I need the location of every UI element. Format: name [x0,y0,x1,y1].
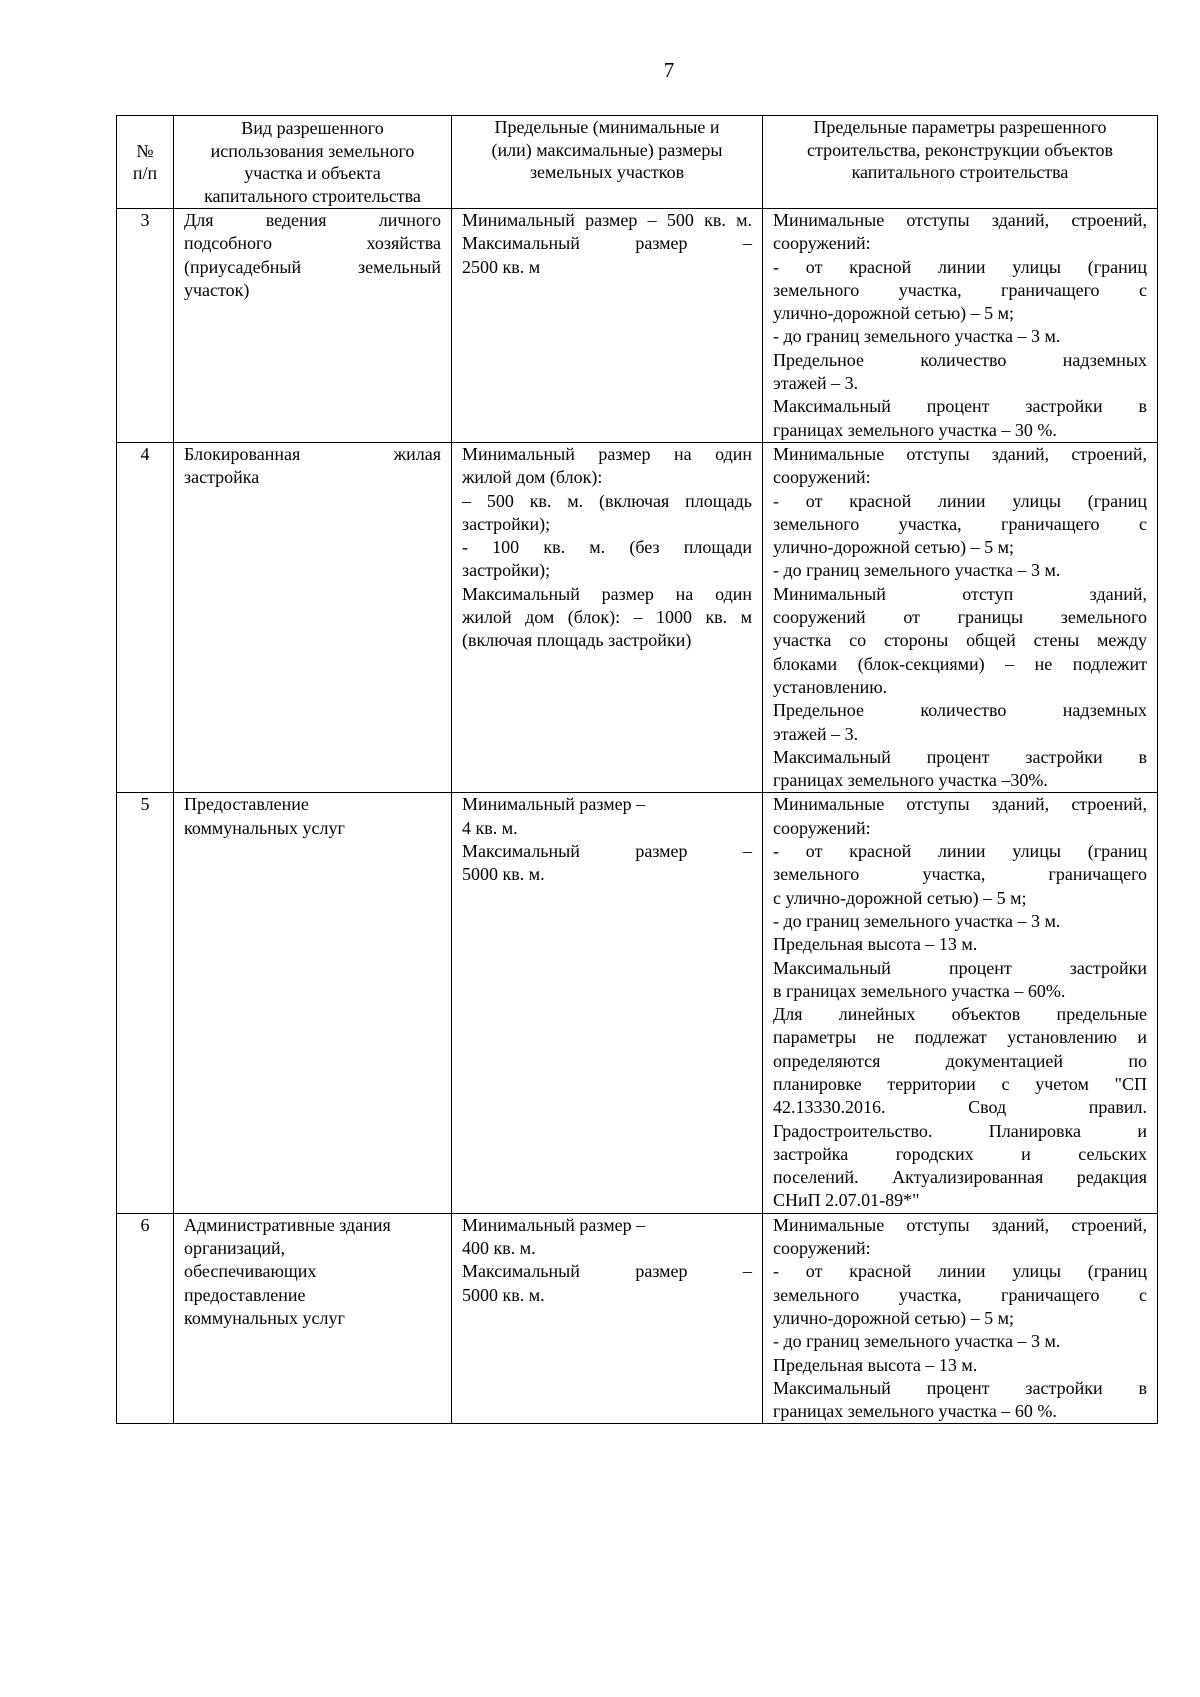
cell-line: застройка [184,467,260,488]
cell-plot-size [452,209,763,443]
cell-line: Предоставление [184,794,309,815]
cell-line: - 100 кв. м. (без площади [462,537,752,558]
header-line: капитального строительства [204,185,421,206]
cell-line: (включая площадь застройки) [462,630,692,651]
cell-line: земельного участка, граничащего с [773,279,1147,300]
cell-use-type [174,209,452,443]
cell-line: 5000 кв. м. [462,1284,545,1305]
table-row [117,442,1158,792]
cell-line: Административные здания [184,1214,391,1235]
cell-line: земельного участка, граничащего с [773,1284,1147,1305]
cell-plot-size [452,442,763,792]
cell-line: 400 кв. м. [462,1238,536,1259]
header-plot-size [452,116,763,209]
cell-use-type [174,793,452,1213]
cell-line: застройки); [462,560,551,581]
cell-line: Максимальный размер – [462,841,752,862]
cell-params [763,442,1158,792]
cell-line: СНиП 2.07.01-89*" [773,1190,920,1211]
cell-line: Предельная высота – 13 м. [773,1354,978,1375]
header-line: Предельные параметры разрешенного [813,117,1107,137]
cell-line: с улично-дорожной сетью) – 5 м; [773,887,1027,908]
cell-line: Максимальный процент застройки в [773,396,1147,417]
cell-line: границах земельного участка –30%. [773,770,1048,791]
cell-line: Максимальный размер – [462,1261,752,1282]
cell-line: сооружений: [773,467,871,488]
cell-line: коммунальных услуг [184,1307,345,1328]
cell-number: 4 [117,442,174,792]
header-line: Предельные (минимальные и [494,117,720,137]
cell-line: планировке территории с учетом "СП [773,1073,1147,1094]
cell-line: Минимальные отступы зданий, строений, [773,1214,1147,1235]
cell-line: организаций, [184,1238,286,1259]
land-use-table [116,115,1158,1424]
cell-line: Блокированная жилая [184,443,441,464]
table-row [117,1213,1158,1424]
cell-line: границах земельного участка – 60 %. [773,1401,1057,1422]
header-line: № [136,140,154,161]
cell-line: Для ведения личного [184,210,441,230]
cell-line: улично-дорожной сетью) – 5 м; [773,537,1015,558]
cell-line: установлению. [773,676,888,697]
cell-line: блоками (блок-секциями) – не подлежит [773,653,1147,674]
cell-use-type [174,442,452,792]
cell-line: этажей – 3. [773,373,859,394]
table-header [117,116,1158,209]
cell-line: - до границ земельного участка – 3 м. [773,326,1061,347]
header-line: (или) максимальные) размеры [491,139,723,160]
cell-params [763,1213,1158,1424]
cell-line: сооружений: [773,817,871,838]
cell-line: 42.13330.2016. Свод правил. [773,1097,1147,1118]
cell-line: Максимальный процент застройки в [773,746,1147,767]
cell-params [763,209,1158,443]
cell-line: Максимальный процент застройки в [773,1377,1147,1398]
cell-line: 5000 кв. м. [462,864,545,885]
header-line: Вид разрешенного [241,118,384,138]
cell-line: 4 кв. м. [462,817,518,838]
cell-line: Минимальные отступы зданий, строений, [773,443,1147,464]
header-line: п/п [132,163,158,183]
cell-line: Максимальный размер на один [462,583,752,604]
table-row [117,793,1158,1213]
cell-line: Минимальный размер на один [462,443,752,464]
cell-line: участок) [184,279,250,300]
cell-params [763,793,1158,1213]
cell-line: коммунальных услуг [184,817,345,838]
cell-plot-size [452,1213,763,1424]
cell-line: подсобного хозяйства [184,233,441,254]
header-row [117,116,1158,209]
cell-line: Градостроительство. Планировка и [773,1120,1147,1141]
cell-line: - до границ земельного участка – 3 м. [773,560,1061,581]
cell-line: земельного участка, граничащего [773,864,1147,885]
cell-number: 3 [117,209,174,443]
cell-line: сооружений от границы земельного [773,607,1147,628]
cell-line: - до границ земельного участка – 3 м. [773,1331,1061,1352]
cell-line: предоставление [184,1284,306,1305]
cell-line: сооружений: [773,233,871,254]
cell-line: (приусадебный земельный [184,256,441,277]
cell-use-type [174,1213,452,1424]
cell-line: участка со стороны общей стены между [773,630,1147,651]
table-row [117,209,1158,443]
cell-line: Минимальный размер – [462,794,646,815]
cell-line: - от красной линии улицы (границ [773,256,1147,277]
cell-line: застройка городских и сельских [773,1143,1147,1164]
cell-line: - от красной линии улицы (границ [773,490,1147,511]
cell-line: Предельное количество надземных [773,700,1147,721]
cell-line: Минимальные отступы зданий, строений, [773,210,1147,230]
cell-line: сооружений: [773,1238,871,1259]
cell-line: Максимальный процент застройки [773,957,1147,978]
cell-line: – 500 кв. м. (включая площадь [462,490,752,511]
cell-line: обеспечивающих [184,1261,317,1282]
cell-number: 5 [117,793,174,1213]
cell-line: улично-дорожной сетью) – 5 м; [773,303,1015,324]
cell-line: в границах земельного участка – 60%. [773,980,1066,1001]
cell-line: Максимальный размер – [462,233,752,254]
cell-line: Для линейных объектов предельные [773,1004,1147,1025]
cell-line: границах земельного участка – 30 %. [773,419,1057,440]
cell-line: Предельная высота – 13 м. [773,934,978,955]
table-body [117,209,1158,1424]
cell-number: 6 [117,1213,174,1424]
cell-line: параметры не подлежат установлению и [773,1027,1147,1048]
cell-line: улично-дорожной сетью) – 5 м; [773,1307,1015,1328]
cell-line: Предельное количество надземных [773,349,1147,370]
cell-plot-size [452,793,763,1213]
header-params [763,116,1158,209]
header-line: использования земельного [210,140,415,161]
cell-line: жилой дом (блок): – 1000 кв. м [462,607,752,628]
cell-line: 2500 кв. м [462,256,541,277]
header-line: участка и объекта [244,163,381,183]
cell-line: Минимальный размер – [462,1214,646,1235]
cell-line: - от красной линии улицы (границ [773,1261,1147,1282]
cell-line: определяются документацией по [773,1050,1147,1071]
cell-line: - от красной линии улицы (границ [773,841,1147,862]
header-line: капитального строительства [851,162,1069,182]
cell-line: жилой дом (блок): [462,467,603,488]
header-line: строительства, реконструкции объектов [807,139,1113,160]
cell-line: Минимальный отступ зданий, [773,583,1147,604]
cell-line: этажей – 3. [773,723,859,744]
cell-line: Минимальные отступы зданий, строений, [773,794,1147,815]
header-number [117,116,174,209]
cell-line: застройки); [462,513,551,534]
cell-line: земельного участка, граничащего с [773,513,1147,534]
header-use-type [174,116,452,209]
cell-line: поселений. Актуализированная редакция [773,1167,1147,1188]
page-number: 7 [663,58,675,82]
cell-line: - до границ земельного участка – 3 м. [773,910,1061,931]
header-line: земельных участков [529,162,685,182]
cell-line: Минимальный размер – 500 кв. м. [462,210,752,230]
